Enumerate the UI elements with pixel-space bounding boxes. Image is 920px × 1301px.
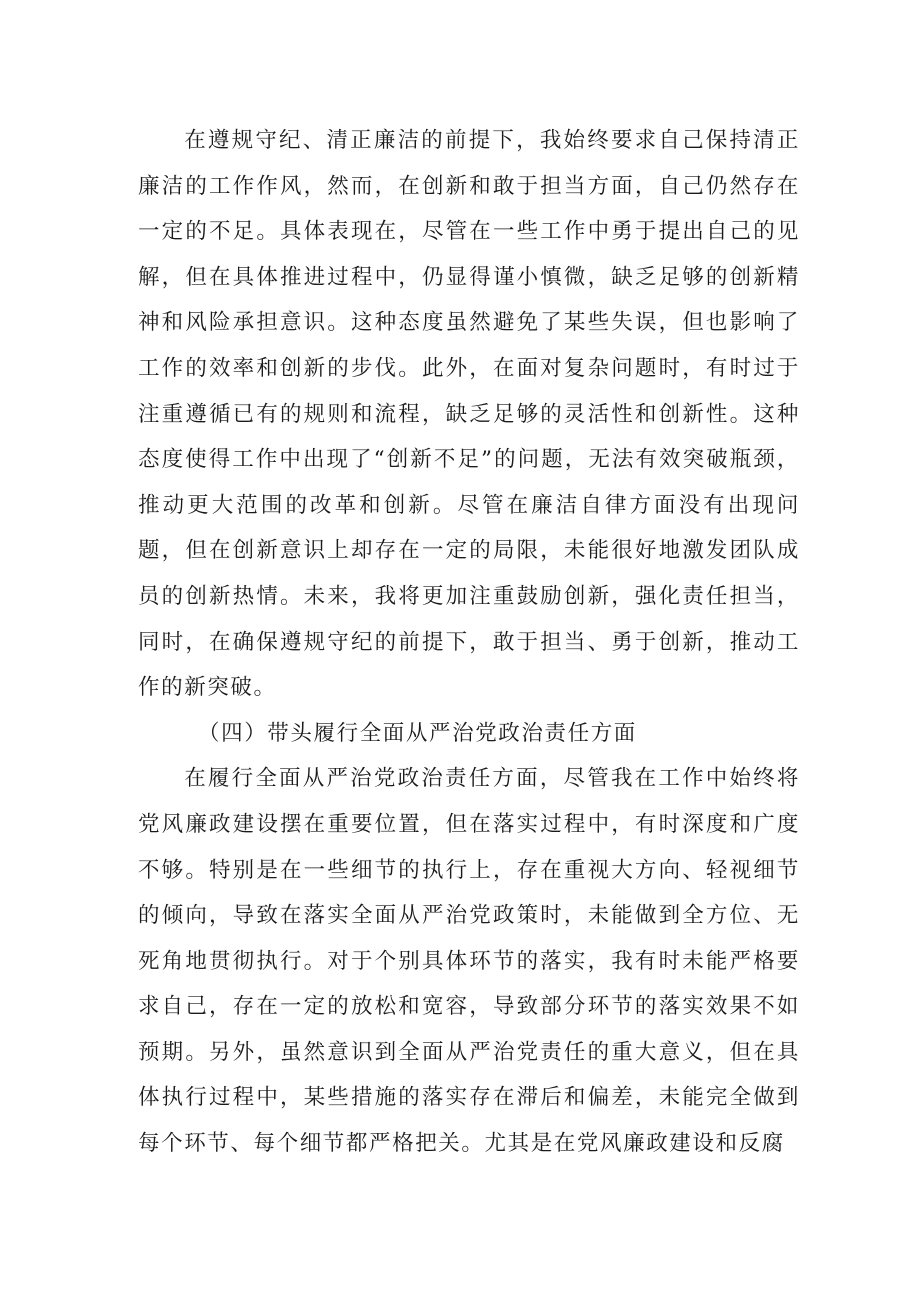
document-body	[138, 118, 800, 1167]
paragraph-party-responsibility: 在履行全面从严治党政治责任方面，尽管我在工作中始终将党风廉政建设摆在重要位置，但在落实过程中，有时深度和广度不够。特别是在一些细节的执行上，存在重视大方向、轻视细节的倾向，导致在落实全面从严治党政策时，未能做到全方位、无死角地贯彻执行。对于个别具体环节的落实，我有时未能严格要求自己，存在一定的放松和宽容，导致部分环节的落实效果不如预期。另外，虽然意识到全面从严治党责任的重大意义，但在具体执行过程中，某些措施的落实存在滞后和偏差，未能完全做到每个环节、每个细节都严格把关。尤其是在党风廉政建设和反腐	[138, 766, 800, 1157]
section-heading: （四）带头履行全面从严治党政治责任方面	[198, 720, 637, 746]
paragraph-integrity-innovation: 在遵规守纪、清正廉洁的前提下，我始终要求自己保持清正廉洁的工作作风，然而，在创新和敢于担当方面，自己仍然存在一定的不足。具体表现在，尽管在一些工作中勇于提出自己的见解，但在具体推进过程中，仍显得谨小慎微，缺乏足够的创新精神和风险承担意识。这种态度虽然避免了某些失误，但也影响了工作的效率和创新的步伐。此外，在面对复杂问题时，有时过于注重遵循已有的规则和流程，缺乏足够的灵活性和创新性。这种态度使得工作中出现了“创新不足”的问题，无法有效突破瓶颈，推动更大范围的改革和创新。尽管在廉洁自律方面没有出现问题，但在创新意识上却存在一定的局限，未能很好地激发团队成员的创新热情。未来，我将更加注重鼓励创新，强化责任担当，同时，在确保遵规守纪的前提下，敢于担当、勇于创新，推动工作的新突破。	[138, 128, 800, 701]
